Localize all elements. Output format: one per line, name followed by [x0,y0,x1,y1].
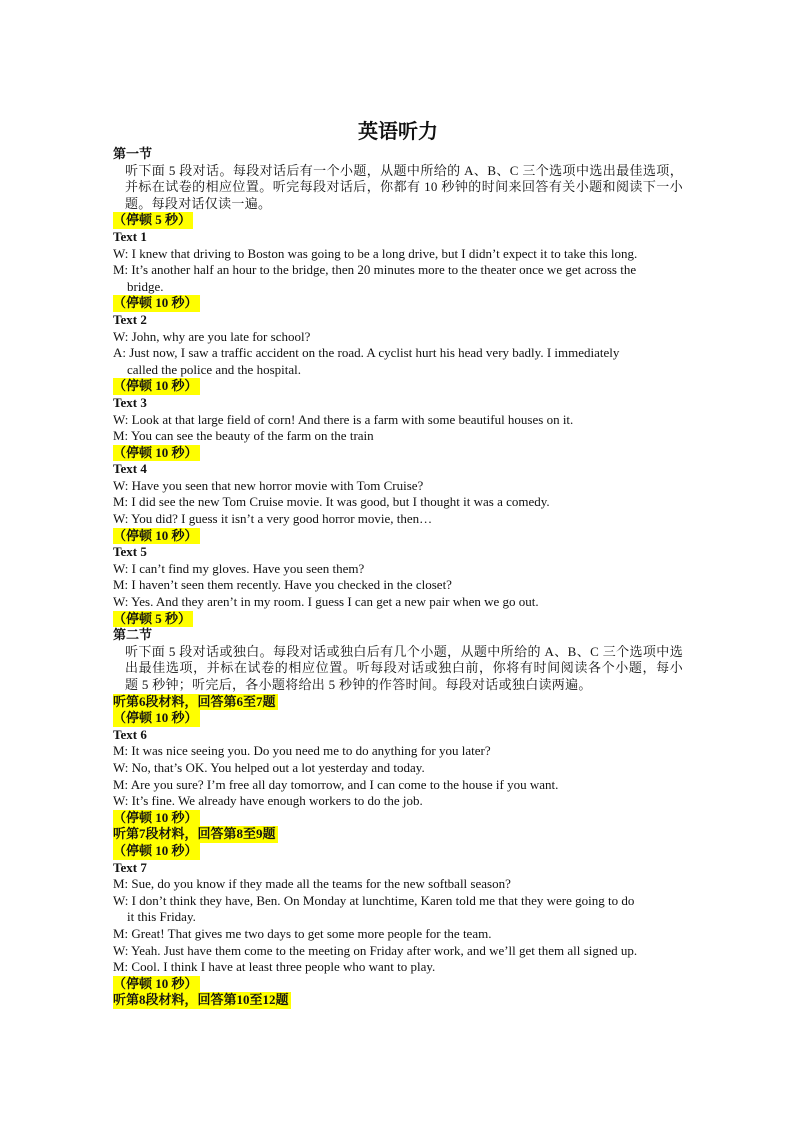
highlighted-instruction: （停顿 5 秒） [113,212,192,228]
dialogue-line: M: It’s another half an hour to the bridge, then 20 minutes more to the theater once we get across the [113,262,637,278]
highlight-line [113,528,683,545]
text-label: Text 6 [113,726,147,742]
dialogue-line: W: I can’t find my gloves. Have you seen them? [113,560,365,576]
dialogue-line: W: You did? I guess it isn’t a very good horror movie, then… [113,511,433,527]
section-heading: 第二节 [113,627,153,643]
highlighted-instruction: （停顿 10 秒） [113,295,198,311]
dialogue-line: W: Yes. And they aren’t in my room. I guess I can get a new pair when we go out. [113,594,539,610]
dialogue-line: M: It was nice seeing you. Do you need me to do anything for you later? [113,743,491,759]
text-label: Text 7 [113,859,147,875]
dialogue-line: W: I don’t think they have, Ben. On Monday at lunchtime, Karen told me that they were going to do [113,892,635,908]
highlight-line [113,710,683,727]
dialogue-line: M: I did see the new Tom Cruise movie. It was good, but I thought it was a comedy. [113,494,550,510]
highlight-line [113,992,683,1009]
dialogue-line: M: Sue, do you know if they made all the teams for the new softball season? [113,876,511,892]
highlighted-instruction: （停顿 10 秒） [113,710,198,726]
highlighted-instruction: （停顿 10 秒） [113,378,198,394]
highlight-line [113,843,683,860]
text-label: Text 1 [113,228,147,244]
dialogue-line: M: I haven’t seen them recently. Have you checked in the closet? [113,577,452,593]
dialogue-line: W: John, why are you late for school? [113,328,311,344]
text-label: Text 3 [113,394,147,410]
highlight-line [113,295,683,312]
highlight-line [113,976,683,993]
highlighted-instruction: 听第7段材料，回答第8至9题 [113,826,276,842]
text-label: Text 5 [113,544,147,560]
highlighted-instruction: （停顿 10 秒） [113,975,198,991]
dialogue-continuation: it this Friday. [127,909,196,925]
highlighted-instruction: 听第8段材料，回答第10至12题 [113,992,289,1008]
highlighted-instruction: （停顿 5 秒） [113,610,192,626]
dialogue-continuation: bridge. [127,278,164,294]
highlighted-instruction: 听第6段材料，回答第6至7题 [113,693,276,709]
highlight-line [113,445,683,462]
highlight-line [113,212,683,229]
document-content [113,118,683,1009]
highlight-line [113,810,683,827]
instruction-paragraph: 听下面 5 段对话或独白。每段对话或独白后有几个小题，从题中所给的 A、B、C 三个选项中选出最佳选项，并标在试卷的相应位置。听每段对话或独白前，你将有时间阅读各个小题，每小题 5 秒钟；听完后，各小题将给出 5 秒钟的作答时间。每段对话或独白读两遍。 [125,643,683,692]
dialogue-line: M: Great! That gives me two days to get some more people for the team. [113,925,492,941]
text-label: Text 2 [113,311,147,327]
dialogue-line: W: Look at that large field of corn! And there is a farm with some beautiful houses on it. [113,411,574,427]
dialogue-line: M: Cool. I think I have at least three people who want to play. [113,959,436,975]
dialogue-line: W: Yeah. Just have them come to the meeting on Friday after work, and we’ll get them all signed up. [113,942,638,958]
highlight-line [113,694,683,711]
highlighted-instruction: （停顿 10 秒） [113,444,198,460]
highlighted-instruction: （停顿 10 秒） [113,842,198,858]
dialogue-continuation: called the police and the hospital. [127,361,301,377]
dialogue-line: W: It’s fine. We already have enough workers to do the job. [113,793,423,809]
dialogue-line: A: Just now, I saw a traffic accident on the road. A cyclist hurt his head very badly. I immediately [113,345,620,361]
highlight-line [113,826,683,843]
text-label: Text 4 [113,461,147,477]
document-body [113,146,683,1009]
dialogue-line: W: I knew that driving to Boston was going to be a long drive, but I didn’t expect it to take this long. [113,245,638,261]
highlighted-instruction: （停顿 10 秒） [113,527,198,543]
highlighted-instruction: （停顿 10 秒） [113,809,198,825]
dialogue-line: W: Have you seen that new horror movie with Tom Cruise? [113,477,424,493]
dialogue-line: M: Are you sure? I’m free all day tomorrow, and I can come to the house if you want. [113,776,559,792]
highlight-line [113,378,683,395]
instruction-paragraph: 听下面 5 段对话。每段对话后有一个小题，从题中所给的 A、B、C 三个选项中选出最佳选项，并标在试卷的相应位置。听完每段对话后，你都有 10 秒钟的时间来回答有关小题和阅读下一小题。每段对话仅读一遍。 [125,162,683,211]
dialogue-line: W: No, that’s OK. You helped out a lot yesterday and today. [113,759,425,775]
dialogue-line: M: You can see the beauty of the farm on the train [113,428,374,444]
section-heading: 第一节 [113,146,153,161]
page-title: 英语听力 [358,121,438,143]
highlight-line [113,611,683,628]
